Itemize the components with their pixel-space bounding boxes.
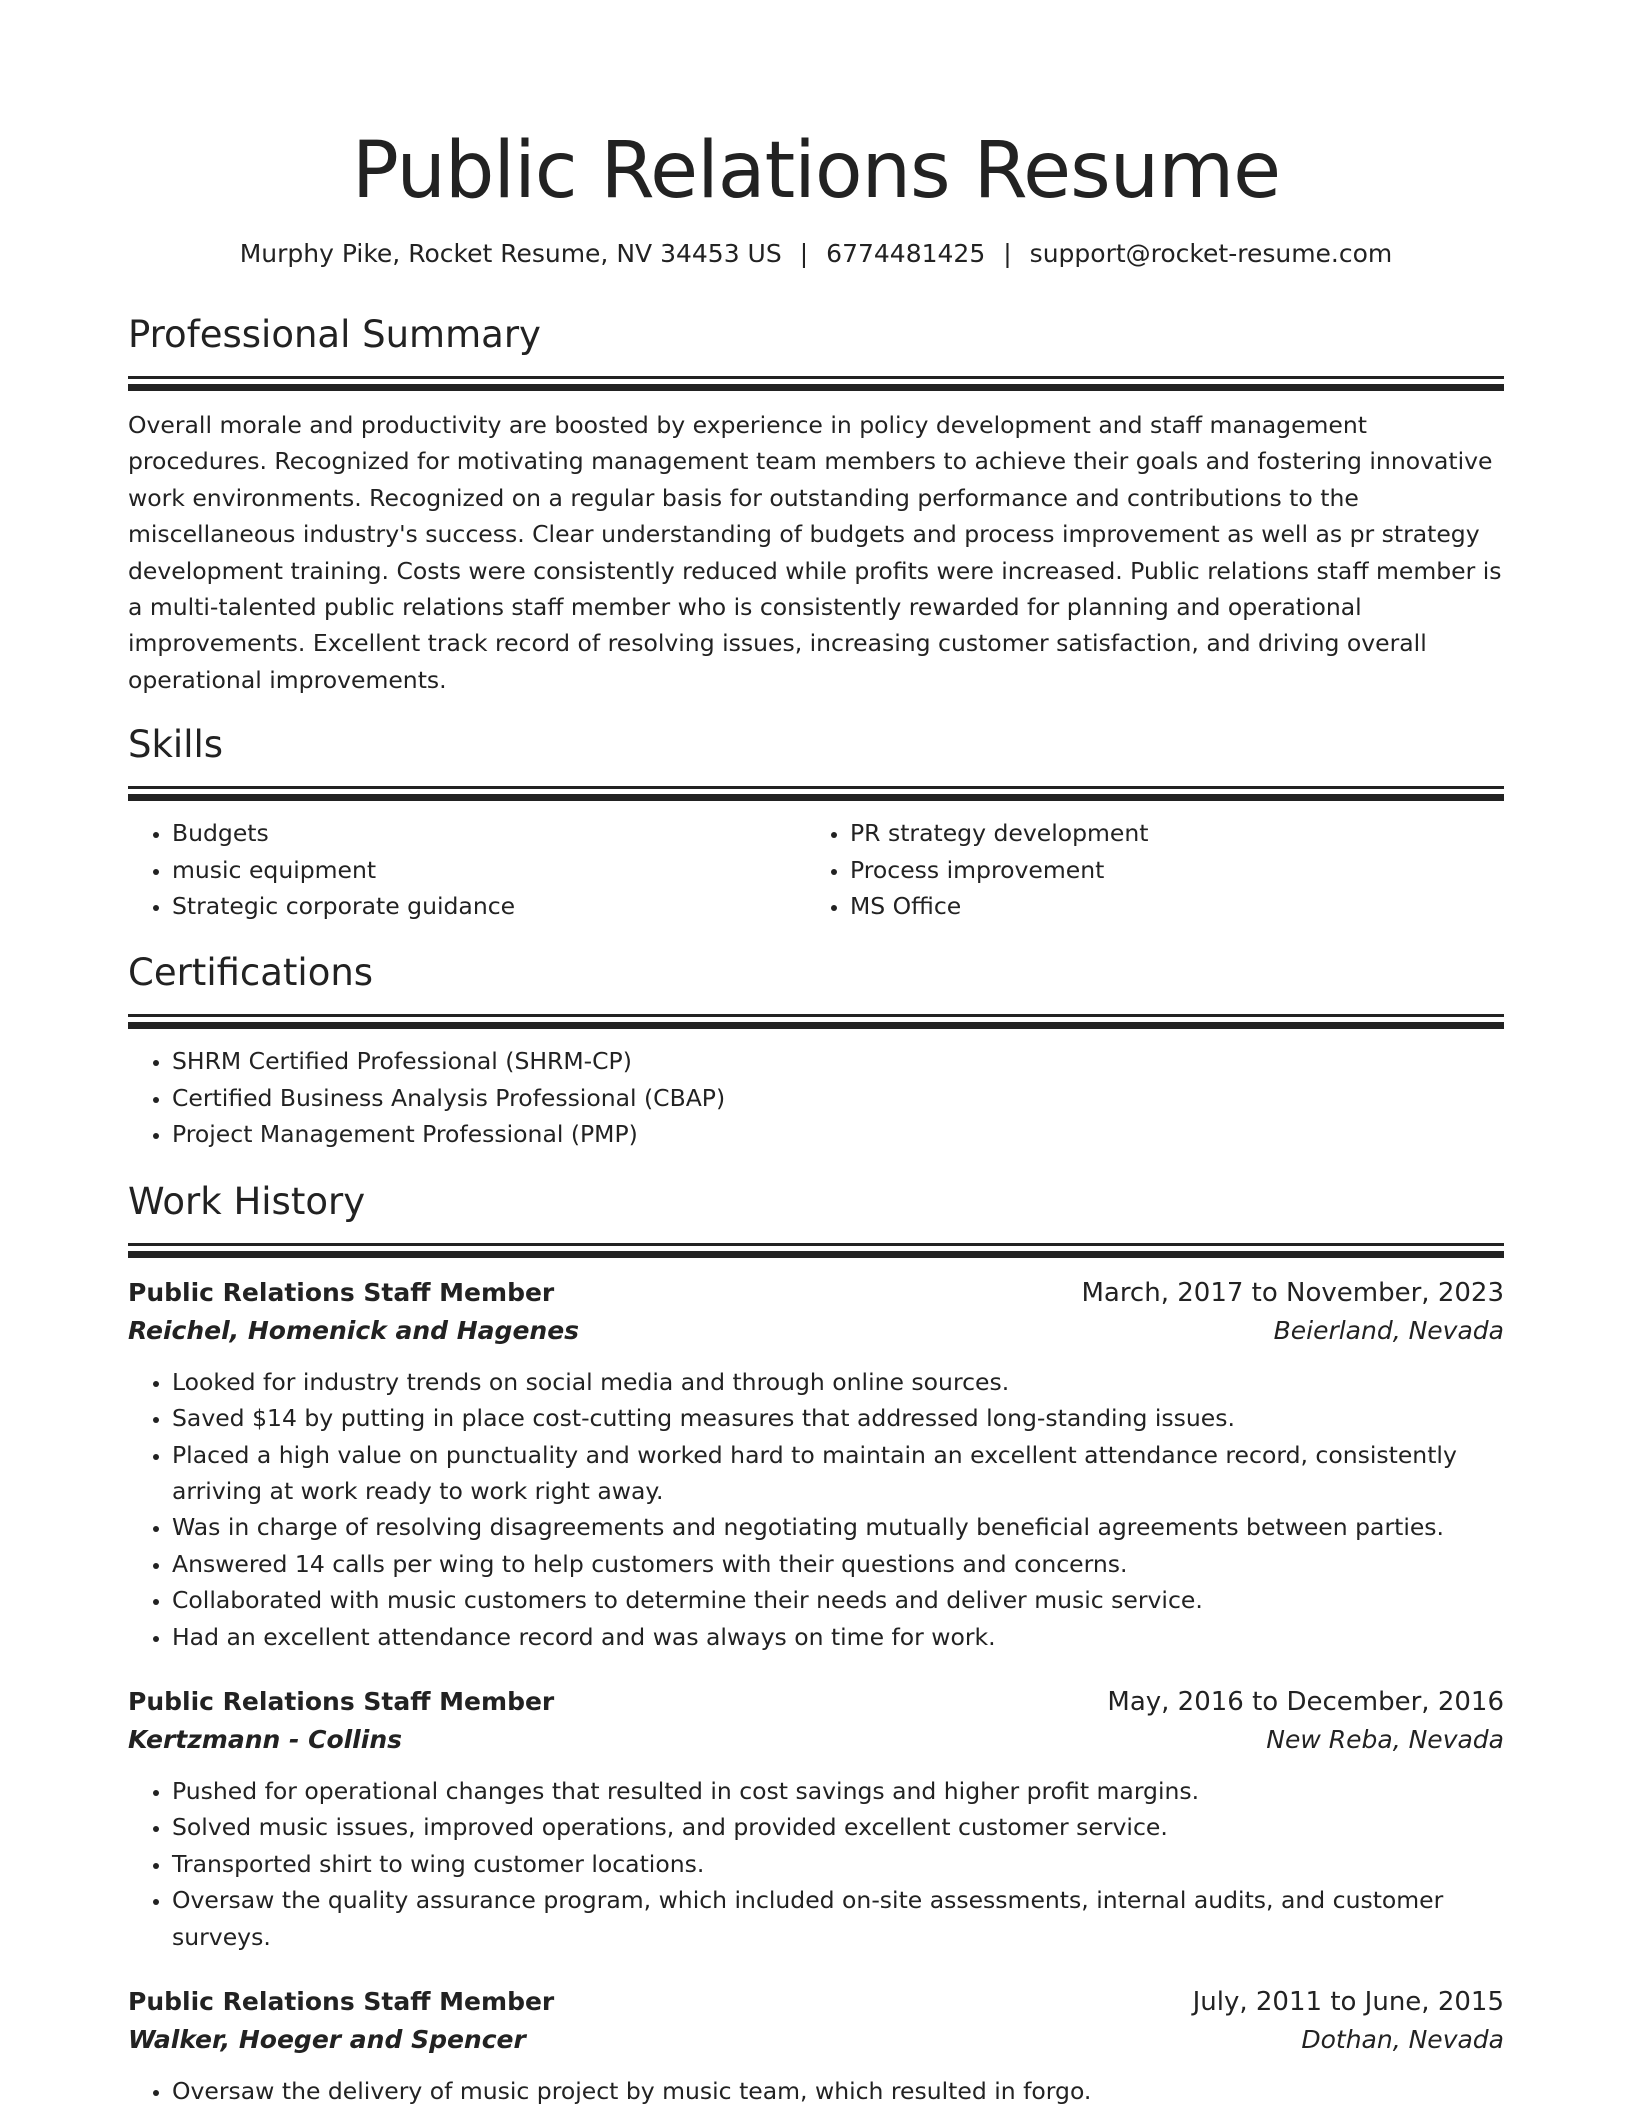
- section-divider: [128, 376, 1504, 379]
- job-bullets: [128, 2073, 1504, 2109]
- professional-summary-section: [128, 310, 1504, 698]
- section-divider-thick: [128, 794, 1504, 801]
- certifications-list: [128, 1043, 1504, 1152]
- job-header: [128, 1274, 1504, 1312]
- job-location: Dothan, Nevada: [1301, 2024, 1504, 2054]
- skills-list-left: [128, 815, 806, 924]
- job-company: Reichel, Homenick and Hagenes: [128, 1315, 580, 1345]
- job-bullets: [128, 1773, 1504, 1955]
- job-bullet: • Answered 14 calls per wing to help customers with their questions and concerns.: [172, 1546, 1504, 1582]
- section-divider-thick: [128, 1251, 1504, 1258]
- job-entry: [128, 1274, 1504, 1655]
- job-title: Public Relations Staff Member: [128, 1686, 555, 1716]
- job-subheader: [128, 1312, 1504, 1350]
- contact-line: [128, 236, 1504, 272]
- resume-page: [128, 0, 1504, 2109]
- certification-item: • Certified Business Analysis Professional (CBAP): [172, 1080, 1504, 1116]
- job-bullet: • Placed a high value on punctuality and worked hard to maintain an excellent attendance record, consistently arriving at work ready to work right away.: [172, 1437, 1504, 1510]
- section-divider: [128, 1014, 1504, 1017]
- skill-item: • Budgets: [172, 815, 806, 851]
- section-divider: [128, 786, 1504, 789]
- job-title: Public Relations Staff Member: [128, 1986, 555, 2016]
- job-company: Walker, Hoeger and Spencer: [128, 2024, 526, 2054]
- certification-item: • Project Management Professional (PMP): [172, 1116, 1504, 1152]
- job-entry: [128, 1683, 1504, 1955]
- job-subheader: [128, 2021, 1504, 2059]
- job-company: Kertzmann - Collins: [128, 1724, 402, 1754]
- work-history-section: [128, 1177, 1504, 2110]
- job-dates: May, 2016 to December, 2016: [1107, 1686, 1504, 1717]
- certifications-section: [128, 948, 1504, 1152]
- skill-item: • Process improvement: [850, 852, 1484, 888]
- contact-email: support@rocket-resume.com: [1029, 239, 1393, 268]
- summary-text: Overall morale and productivity are boosted by experience in policy development and staff management procedures. Recognized for motivating management team members to achieve their goals and fostering innovative work environments. Recognized on a regular basis for outstanding performance and contributions to the miscellaneous industry's success. Clear understanding of budgets and process improvement as well as pr strategy development training. Costs were consistently reduced while profits were increased. Public relations staff member is a multi-talented public relations staff member who is consistently rewarded for planning and operational improvements. Excellent track record of resolving issues, increasing customer satisfaction, and driving overall operational improvements.: [128, 411, 1502, 694]
- job-bullet: • Looked for industry trends on social media and through online sources.: [172, 1364, 1504, 1400]
- job-subheader: [128, 1721, 1504, 1759]
- job-location: New Reba, Nevada: [1266, 1724, 1504, 1754]
- contact-address: Murphy Pike, Rocket Resume, NV 34453 US: [239, 239, 782, 268]
- skills-grid: [128, 815, 1504, 924]
- skills-list-right: [806, 815, 1484, 924]
- skills-column-right: [806, 815, 1484, 924]
- contact-separator: |: [1003, 239, 1012, 268]
- job-bullet: • Saved $14 by putting in place cost-cutting measures that addressed long-standing issues.: [172, 1400, 1504, 1436]
- section-divider-thick: [128, 1022, 1504, 1029]
- skill-item: • PR strategy development: [850, 815, 1484, 851]
- skills-column-left: [128, 815, 806, 924]
- job-location: Beierland, Nevada: [1273, 1315, 1504, 1345]
- job-header: [128, 1983, 1504, 2021]
- job-entry: [128, 1983, 1504, 2109]
- job-bullet: • Pushed for operational changes that resulted in cost savings and higher profit margins.: [172, 1773, 1504, 1809]
- certification-item: • SHRM Certified Professional (SHRM-CP): [172, 1043, 1504, 1079]
- section-divider-thick: [128, 384, 1504, 391]
- job-bullet: • Had an excellent attendance record and was always on time for work.: [172, 1619, 1504, 1655]
- skill-item: • Strategic corporate guidance: [172, 888, 806, 924]
- job-bullet: • Oversaw the delivery of music project by music team, which resulted in forgo.: [172, 2073, 1504, 2109]
- section-heading-certifications: Certifications: [128, 951, 374, 995]
- skill-item: • music equipment: [172, 852, 806, 888]
- job-dates: July, 2011 to June, 2015: [1192, 1986, 1504, 2017]
- job-bullets: [128, 1364, 1504, 1655]
- job-bullet: • Oversaw the quality assurance program, which included on-site assessments, internal audits, and customer surveys.: [172, 1882, 1504, 1955]
- job-dates: March, 2017 to November, 2023: [1081, 1277, 1504, 1308]
- skills-section: [128, 720, 1504, 924]
- section-heading-skills: Skills: [128, 723, 224, 767]
- job-bullet: • Solved music issues, improved operations, and provided excellent customer service.: [172, 1809, 1504, 1845]
- job-bullet: • Transported shirt to wing customer locations.: [172, 1846, 1504, 1882]
- resume-title: Public Relations Resume: [351, 126, 1281, 216]
- job-title: Public Relations Staff Member: [128, 1277, 555, 1307]
- job-header: [128, 1683, 1504, 1721]
- section-divider: [128, 1243, 1504, 1246]
- section-heading-summary: Professional Summary: [128, 313, 541, 356]
- contact-phone: 6774481425: [826, 239, 986, 268]
- contact-separator: |: [799, 239, 809, 268]
- section-heading-work-history: Work History: [128, 1179, 366, 1223]
- job-bullet: • Was in charge of resolving disagreements and negotiating mutually beneficial agreements between parties.: [172, 1509, 1504, 1545]
- job-bullet: • Collaborated with music customers to determine their needs and deliver music service.: [172, 1582, 1504, 1618]
- skill-item: • MS Office: [850, 888, 1484, 924]
